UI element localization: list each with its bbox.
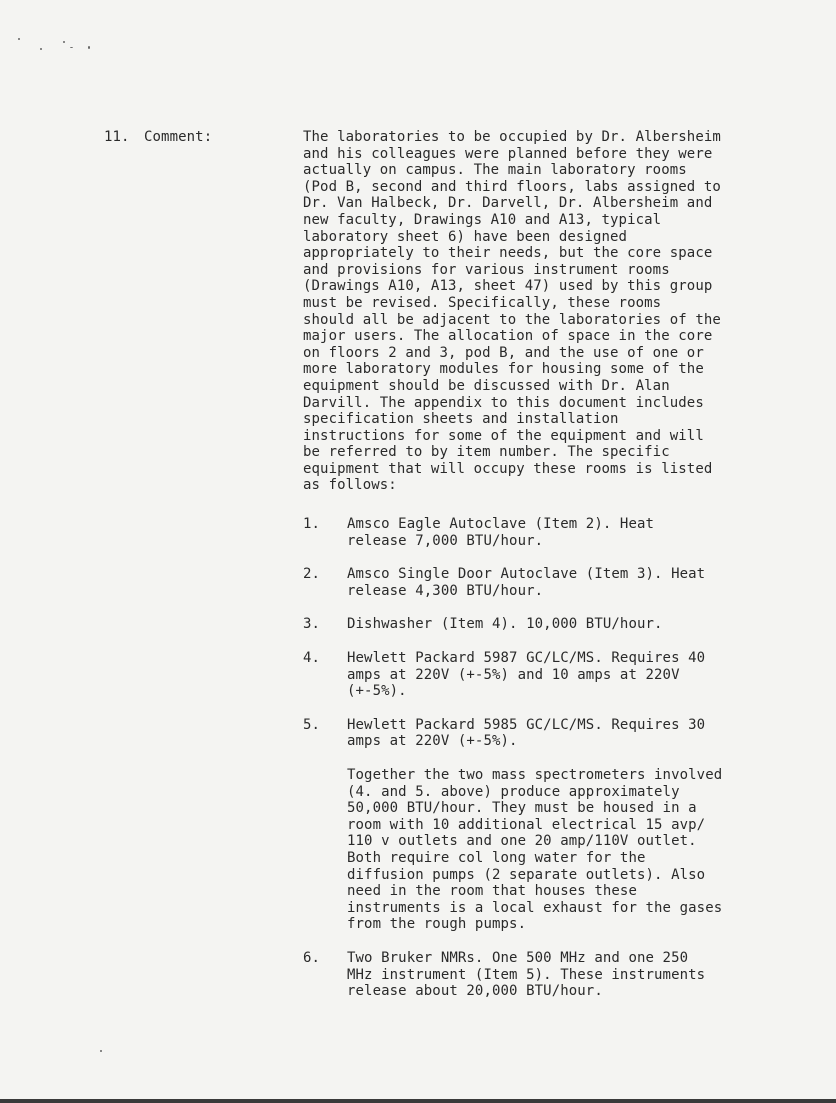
list-item-text: Amsco Single Door Autoclave (Item 3). Heat release 4,300 BTU/hour. [347,566,706,599]
list-marker: 1. [303,516,321,533]
list-item-text: Hewlett Packard 5987 GC/LC/MS. Requires 40 amps at 220V (+-5%) and 10 amps at 220V (+-5%). [347,650,706,700]
list-marker: 4. [303,650,321,667]
list-marker: 5. [303,716,321,733]
list-item-text: Amsco Eagle Autoclave (Item 2). Heat release 7,000 BTU/hour. [347,516,655,549]
equipment-list [303,516,733,750]
comment-body [303,129,733,1017]
list-marker: 3. [303,616,321,633]
list-item [303,566,733,599]
list-item [303,616,733,633]
mass-spectrometer-note: Together the two mass spectrometers involved (4. and 5. above) produce approximately 50,000 BTU/hour. They must be housed in a room with 10 additional electrical 15 avp/ 110 v outlets and one 20 amp/110V outlet. Both require col long water for the diffusion pumps (2 separate outlets). Also need in the room that houses these instruments is a local exhaust for the gases from the rough pumps. [347,767,723,933]
intro-paragraph: The laboratories to be occupied by Dr. Albersheim and his colleagues were planned before they were actually on campus. The main laboratory rooms (Pod B, second and third floors, labs assigned to Dr. Van Halbeck, Dr. Darvell, Dr. Albersheim and new faculty, Drawings A10 and A13, typical laboratory sheet 6) have been designed appropriately to their needs, but the core space and provisions for various instrument rooms (Drawings A10, A13, sheet 47) used by this group must be revised. Specifically, these rooms should all be adjacent to the laboratories of the major users. The allocation of space in the core on floors 2 and 3, pod B, and the use of one or more laboratory modules for housing some of the equipment should be discussed with Dr. Alan Darvill. The appendix to this document includes specification sheets and installation instructions for some of the equipment and will be referred to by item number. The specific equipment that will occupy these rooms is listed as follows: [303,129,721,494]
section-heading [104,129,212,146]
list-marker: 2. [303,566,321,583]
list-item [303,650,733,700]
list-item [303,950,733,1000]
scan-speck [70,47,73,48]
scan-speck [88,46,90,49]
scan-speck [100,1050,102,1052]
list-marker: 6. [303,949,321,966]
list-item [303,717,733,750]
section-number: 11. [104,129,130,145]
scan-speck [63,41,65,43]
list-item [303,516,733,549]
list-item-text: Two Bruker NMRs. One 500 MHz and one 250 MHz instrument (Item 5). These instruments release about 20,000 BTU/hour. [347,949,706,1000]
scan-bottom-edge [0,1099,836,1103]
scan-speck [18,38,20,40]
list-item-text: Dishwasher (Item 4). 10,000 BTU/hour. [347,616,663,633]
list-item-text: Hewlett Packard 5985 GC/LC/MS. Requires 30 amps at 220V (+-5%). [347,716,706,750]
scan-speck [40,48,42,50]
section-label: Comment: [144,129,213,145]
